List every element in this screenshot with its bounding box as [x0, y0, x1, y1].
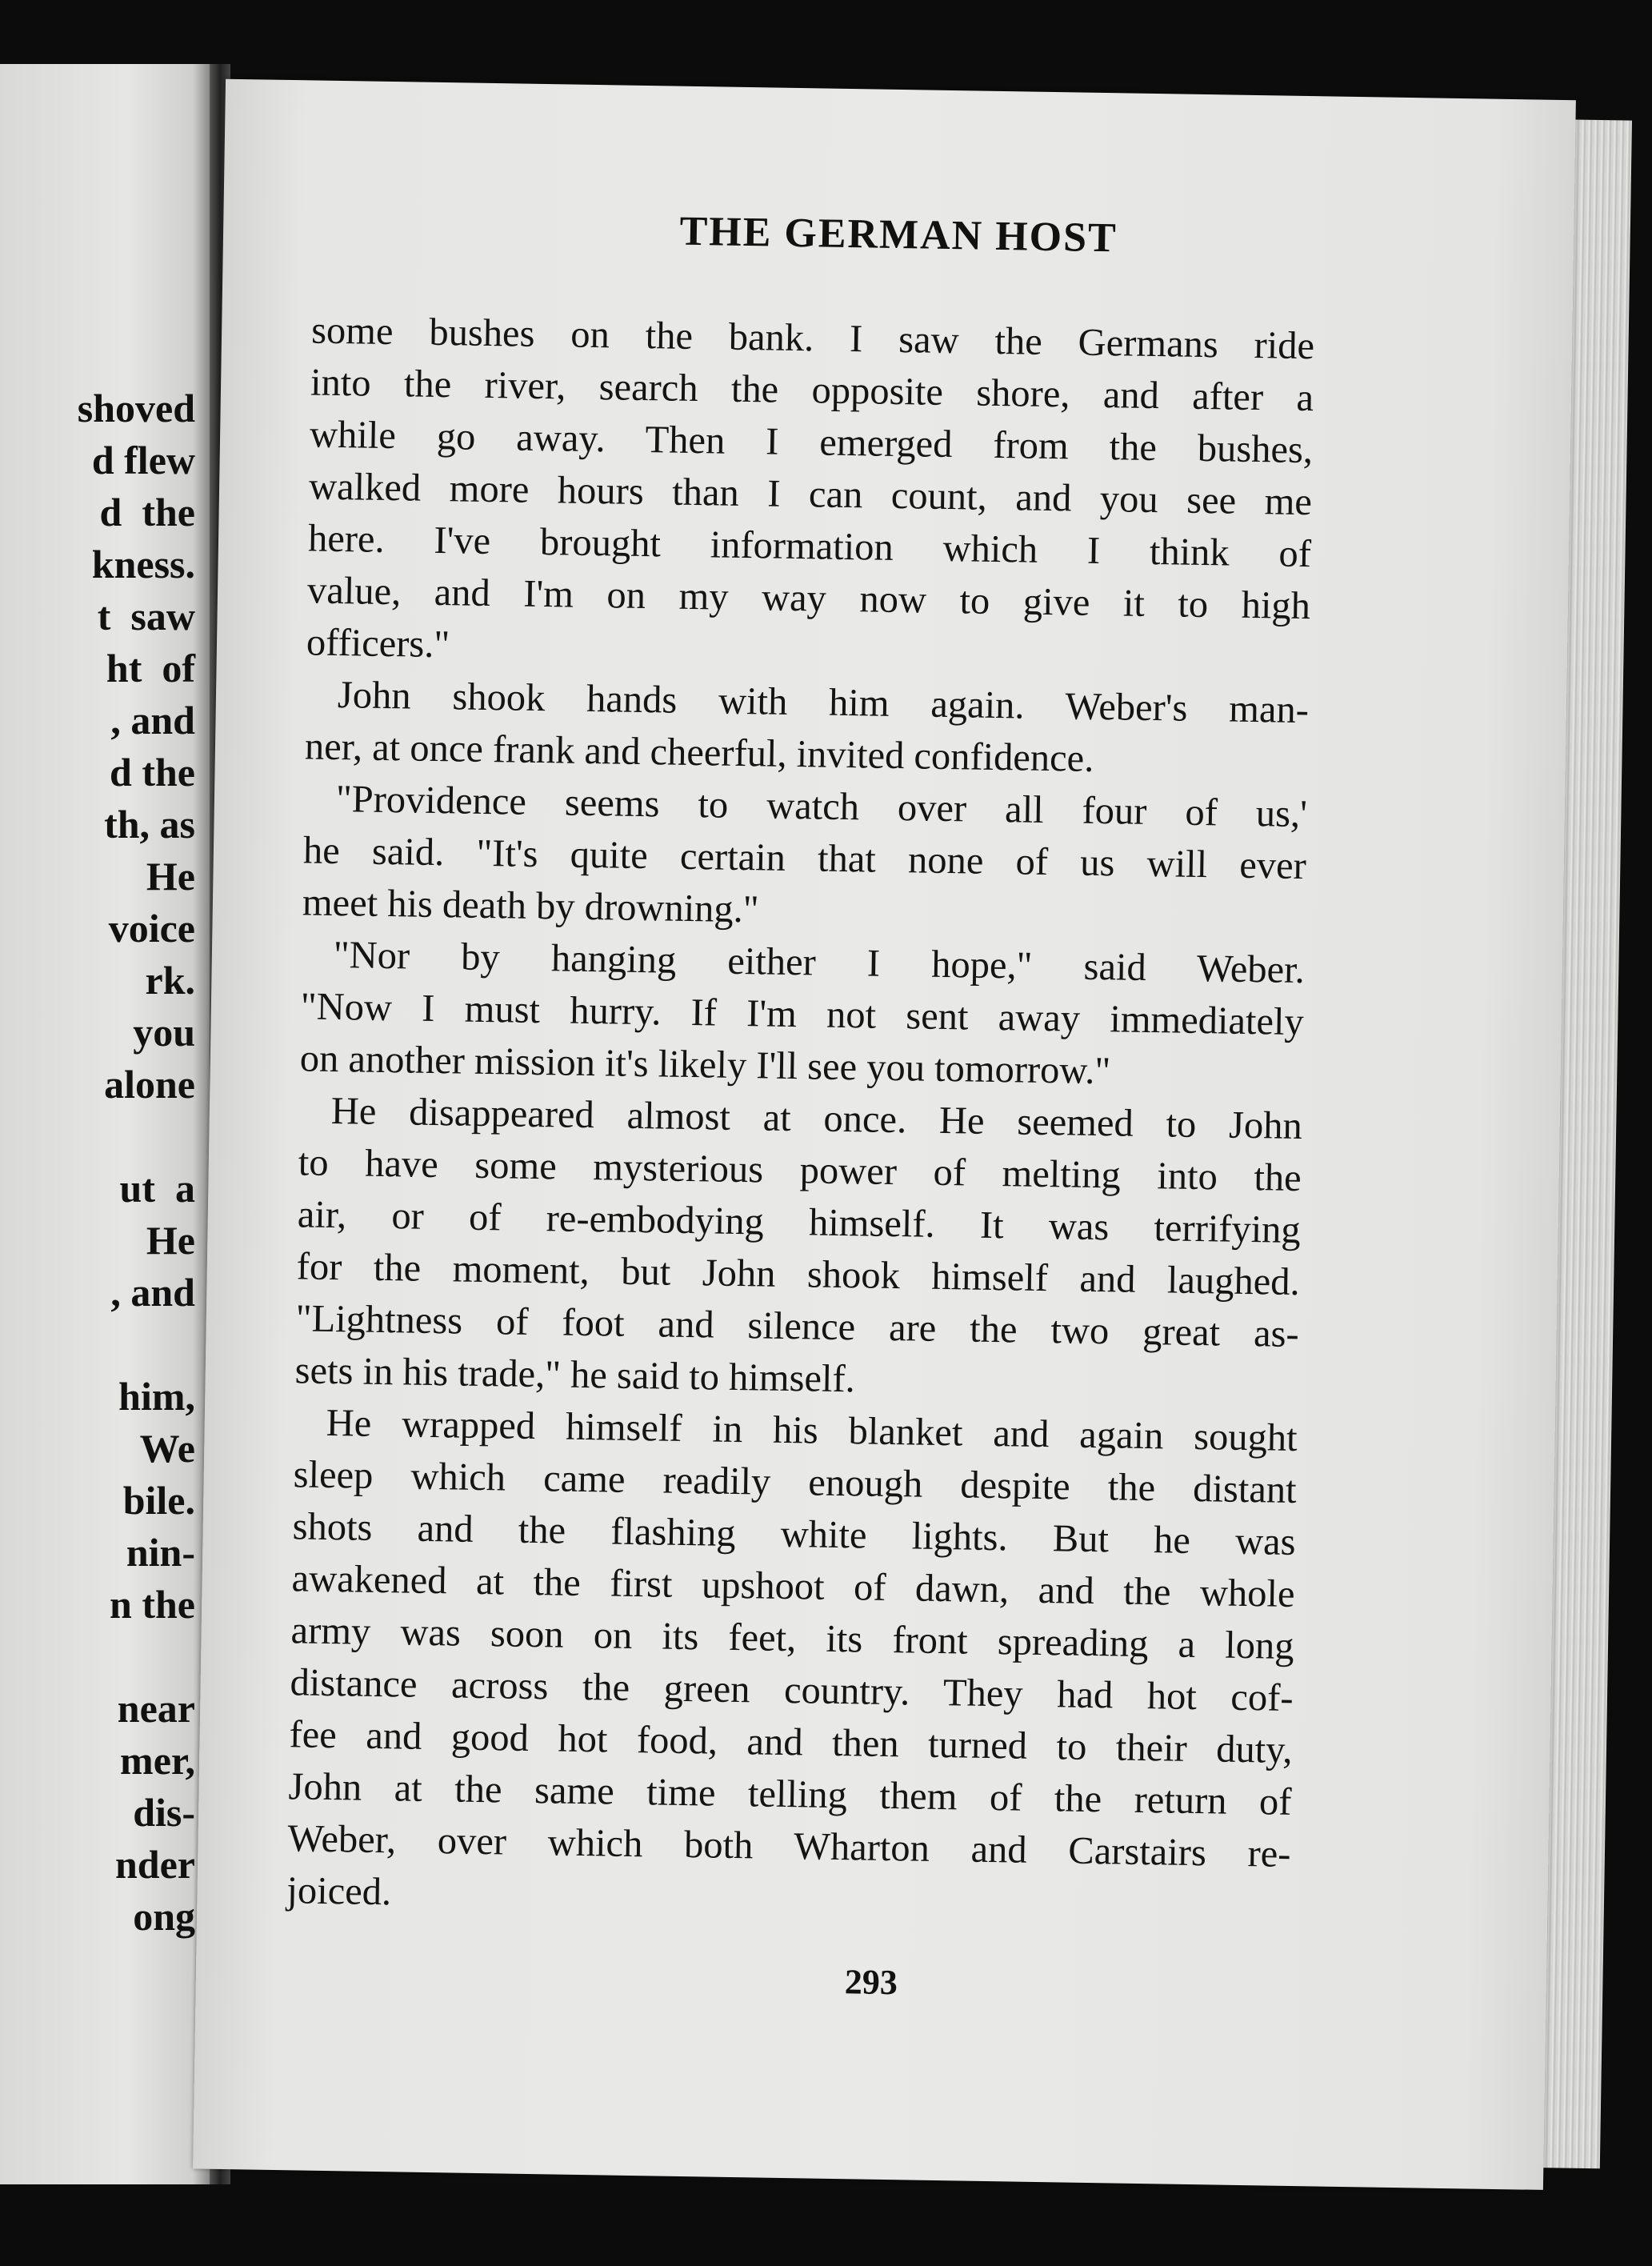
previous-page-line: He	[146, 1218, 195, 1263]
previous-page-line: t saw	[97, 594, 195, 639]
text-line: officers."	[306, 621, 450, 667]
text-line: He wrapped himself in his blanket and again sought	[326, 1401, 1298, 1459]
previous-page-line: near	[117, 1686, 195, 1731]
previous-page-line	[0, 1111, 195, 1163]
previous-page-line: nder	[115, 1842, 195, 1887]
previous-page-line: d the	[99, 490, 195, 534]
text-line: "Nor by hanging either I hope," said Weber.	[333, 933, 1306, 992]
text-line: for the moment, but John shook himself and laughed.	[296, 1245, 1301, 1304]
previous-page-line: you	[133, 1010, 195, 1055]
previous-page-text	[0, 382, 195, 1943]
text-line: awakened at the first upshoot of dawn, and the whole	[291, 1557, 1295, 1615]
previous-page-line: ht of	[106, 646, 195, 691]
previous-page-line: nin-	[126, 1530, 195, 1575]
text-line: here. I've brought information which I think of	[307, 517, 1312, 576]
paragraph	[299, 928, 1305, 1100]
previous-page-line: d flew	[91, 438, 195, 482]
paragraph	[306, 304, 1315, 684]
text-line: sets in his trade," he said to himself.	[294, 1349, 856, 1401]
paragraph	[286, 1396, 1298, 1932]
previous-page-line: , and	[110, 698, 195, 743]
text-line: value, and I'm on my way now to give it to high	[306, 569, 1311, 628]
previous-page-fragment	[0, 64, 210, 2184]
text-line: "Providence seems to watch over all four of us,'	[335, 778, 1308, 836]
text-line: "Now I must hurry. If I'm not sent away immediately	[300, 985, 1305, 1044]
text-line: to have some mysterious power of melting into the	[298, 1141, 1302, 1200]
previous-page-line: We	[139, 1426, 195, 1471]
text-line: shots and the flashing white lights. But he was	[292, 1505, 1296, 1563]
previous-page-line: dis-	[133, 1790, 195, 1835]
text-line: into the river, search the opposite shore, and after a	[310, 361, 1314, 420]
previous-page-line: ut a	[119, 1166, 195, 1211]
previous-page-line: kness.	[91, 542, 195, 587]
text-line: fee and good hot food, and then turned to their duty,	[289, 1713, 1293, 1772]
previous-page-line: alone	[104, 1062, 195, 1107]
previous-page-line: shoved	[77, 386, 195, 430]
paragraph	[305, 668, 1310, 788]
text-line: joiced.	[286, 1869, 392, 1914]
body-text	[286, 304, 1314, 1932]
text-line: while go away. Then I emerged from the bushes,	[309, 413, 1314, 472]
text-line: distance across the green country. They had hot cof-	[290, 1661, 1294, 1720]
paragraph	[294, 1084, 1302, 1412]
previous-page-line: d the	[110, 750, 195, 795]
text-line: some bushes on the bank. I saw the Germans ride	[310, 309, 1315, 368]
text-line: meet his death by drowning."	[302, 881, 760, 931]
text-line: army was soon on its feet, its front spreading a long	[290, 1609, 1294, 1667]
text-line: air, or of re-embodying himself. It was terrifying	[297, 1193, 1302, 1252]
page-number: 293	[844, 1962, 898, 2003]
text-line: He disappeared almost at once. He seemed to John	[330, 1089, 1303, 1148]
running-head: THE GERMAN HOST	[679, 208, 1118, 262]
previous-page-line: bile.	[122, 1478, 195, 1523]
text-line: sleep which came readily enough despite the distant	[293, 1453, 1297, 1511]
previous-page-line: ong	[133, 1894, 195, 1939]
book-page	[193, 79, 1576, 2190]
text-line: John at the same time telling them of the return of	[288, 1765, 1292, 1824]
paragraph	[302, 772, 1307, 944]
previous-page-line	[0, 1319, 195, 1371]
previous-page-line: voice	[108, 906, 195, 951]
previous-page-line: He	[146, 854, 195, 899]
text-line: John shook hands with him again. Weber's man-	[337, 674, 1310, 732]
text-line: ner, at once frank and cheerful, invited confidence.	[304, 725, 1094, 780]
text-line: walked more hours than I can count, and you see me	[308, 465, 1313, 524]
text-line: on another mission it's likely I'll see you tomorrow."	[299, 1037, 1111, 1093]
previous-page-line: him,	[118, 1374, 195, 1419]
text-line: he said. "It's quite certain that none of us will ever	[302, 829, 1307, 888]
previous-page-line: rk.	[145, 958, 195, 1003]
previous-page-line: mer,	[120, 1738, 195, 1783]
previous-page-line	[0, 1631, 195, 1683]
text-line: "Lightness of foot and silence are the two great as-	[295, 1297, 1300, 1356]
previous-page-line: n the	[110, 1582, 195, 1627]
previous-page-line: , and	[110, 1270, 195, 1315]
previous-page-line: th, as	[104, 802, 195, 847]
text-line: Weber, over which both Wharton and Carstairs re-	[287, 1817, 1291, 1876]
